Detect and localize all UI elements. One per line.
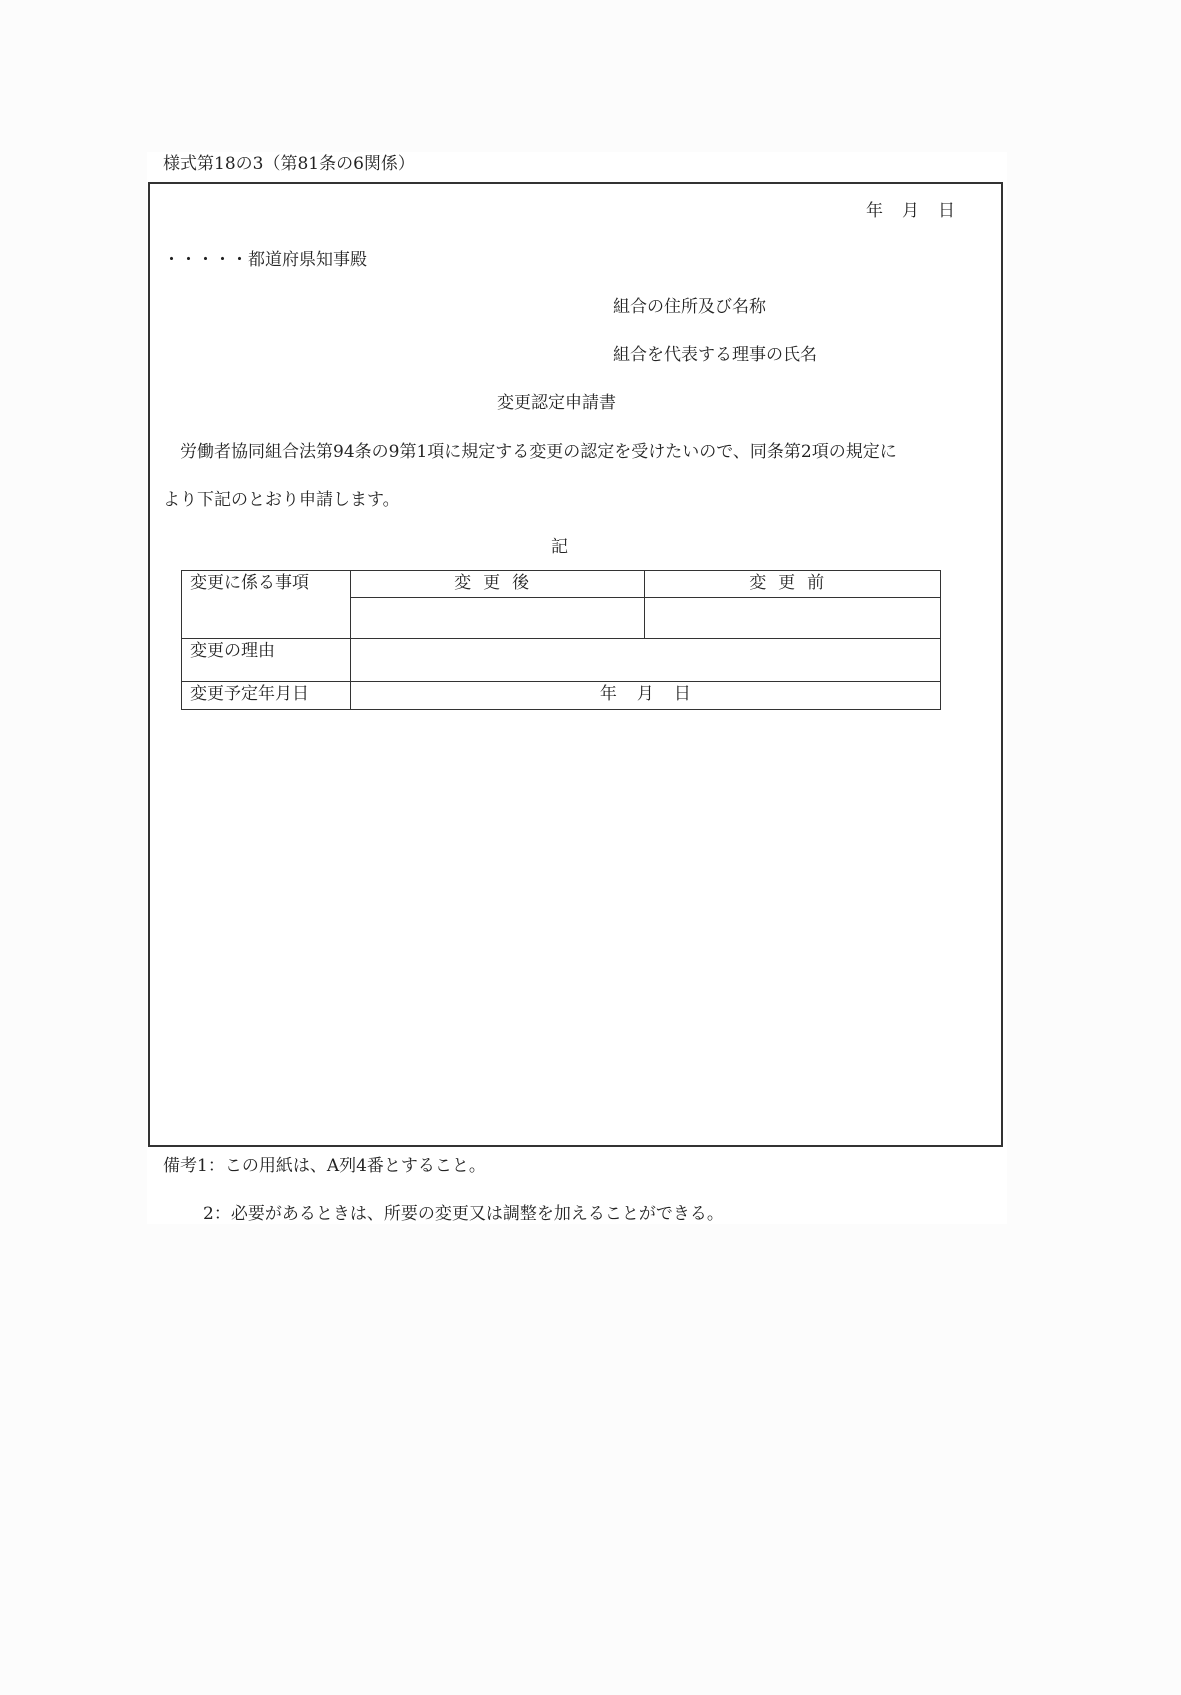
- note-2: 2：必要があるときは、所要の変更又は調整を加えることができる。: [203, 1204, 724, 1224]
- table-row: [182, 639, 941, 682]
- planned-day-label: 日: [673, 684, 691, 704]
- document-title: 変更認定申請書: [497, 393, 616, 413]
- date-year-label: 年: [866, 201, 883, 221]
- date-month-label: 月: [902, 201, 919, 221]
- change-item-label-cell: [182, 571, 351, 639]
- table-row: [182, 682, 941, 710]
- before-change-value-cell[interactable]: [645, 598, 941, 639]
- ki-heading: 記: [551, 537, 568, 557]
- reason-label: 変更の理由: [190, 641, 275, 661]
- reason-label-cell: [182, 639, 351, 682]
- change-details-table: [181, 570, 941, 710]
- submission-date: [866, 199, 974, 223]
- table-row: [182, 571, 941, 598]
- reason-value-cell[interactable]: [350, 639, 940, 682]
- before-change-header: [645, 571, 941, 598]
- planned-date-label-cell: [182, 682, 351, 710]
- planned-month-label: 月: [636, 684, 654, 704]
- note-1: 備考1：この用紙は、A列4番とすること。: [163, 1156, 486, 1176]
- applicant-representative-name: 組合を代表する理事の氏名: [613, 345, 817, 365]
- body-text-line-2: より下記のとおり申請します。: [163, 490, 400, 510]
- planned-year-label: 年: [599, 684, 617, 704]
- planned-date-label: 変更予定年月日: [190, 684, 309, 704]
- addressee: ・・・・・都道府県知事殿: [163, 250, 367, 270]
- applicant-address-and-name: 組合の住所及び名称: [613, 297, 766, 317]
- after-change-header: [350, 571, 645, 598]
- planned-date-value-cell[interactable]: [350, 682, 940, 710]
- after-change-value-cell[interactable]: [350, 598, 645, 639]
- body-text-line-1: 労働者協同組合法第94条の9第1項に規定する変更の認定を受けたいので、同条第2項の規定に: [163, 442, 897, 462]
- before-change-label: 変更前: [749, 573, 837, 593]
- after-change-label: 変更後: [454, 573, 542, 593]
- date-day-label: 日: [938, 201, 955, 221]
- change-item-label: 変更に係る事項: [190, 573, 309, 593]
- form-number: 様式第18の3（第81条の6関係）: [163, 154, 415, 174]
